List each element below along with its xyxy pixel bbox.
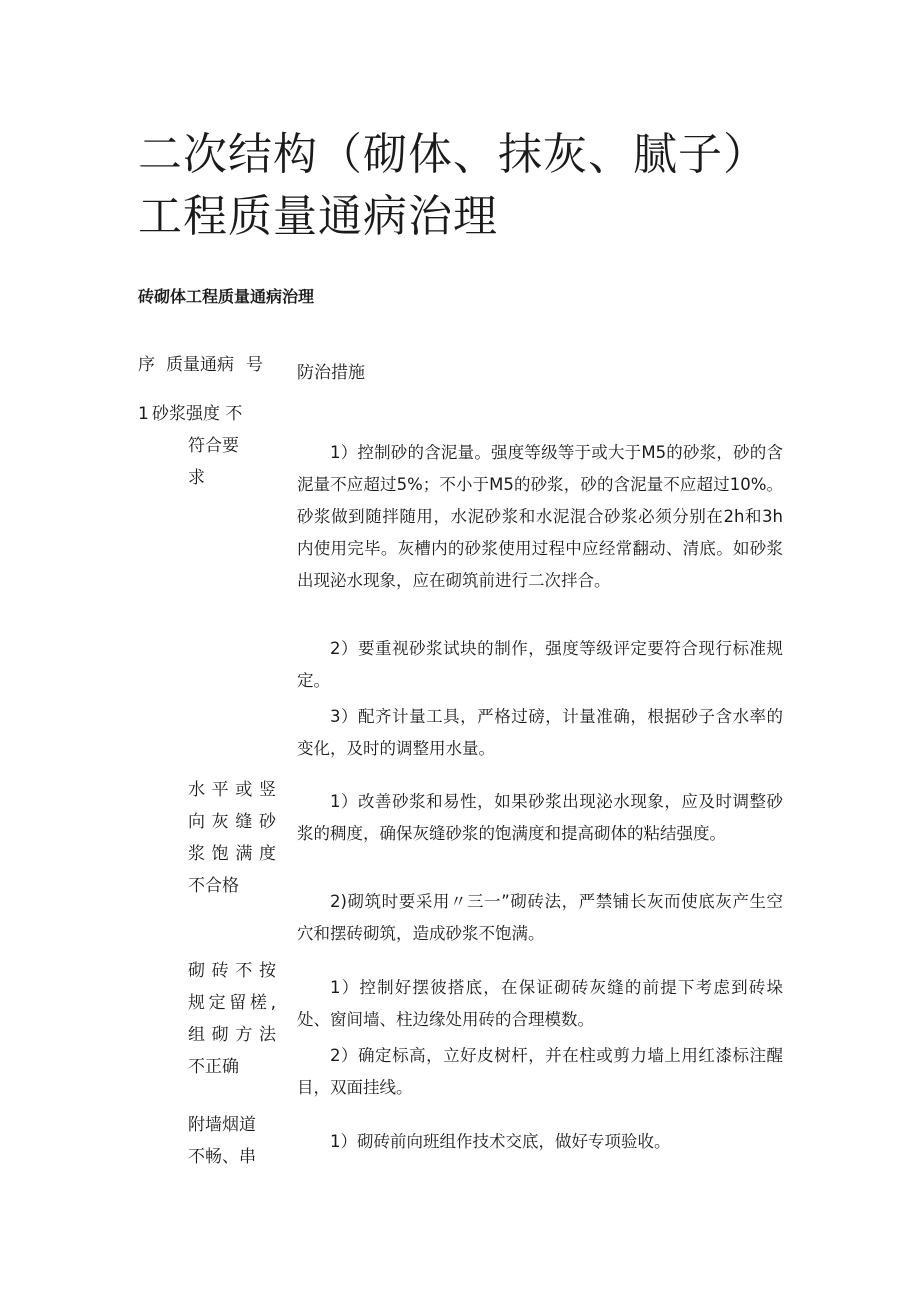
problem-label-line: 砂浆强度 不 [152,404,243,424]
problem-label-line: 不正确 [188,1057,239,1077]
measure-paragraph: 1）控制好摆彼搭底，在保证砌砖灰缝的前提下考虑到砖垛处、窗间墙、柱边缘处用砖的合理模数。 [297,978,783,1029]
header-problem: 质量通病 [166,355,234,375]
problem-label-line: 不合格 [188,876,239,896]
problem-label-line: 砌砖不按 [188,961,276,981]
measure-paragraph: 3）配齐计量工具，严格过磅，计量准确，根据砂子含水率的变化，及时的调整用水量。 [297,707,783,758]
section-subtitle: 砖砌体工程质量通病治理 [138,287,315,306]
row-number: 1 [138,404,149,424]
measure-paragraph: 2）要重视砂浆试块的制作，强度等级评定要符合现行标准规定。 [297,639,783,690]
header-seq: 序 [138,355,155,375]
problem-label-line: 规定留槎, [188,993,276,1013]
problem-label-line: 水平或竖 [188,780,276,800]
measure-paragraph: 2）确定标高，立好皮树杆，并在柱或剪力墙上用红漆标注醒目，双面挂线。 [297,1046,783,1097]
problem-label-line: 向灰缝砂 [188,812,276,832]
header-measures: 防治措施 [297,363,365,383]
measure-paragraph: 1）改善砂浆和易性，如果砂浆出现泌水现象，应及时调整砂浆的稠度，确保灰缝砂浆的饱满度和提高砌体的粘结强度。 [297,792,783,843]
problem-label-line: 求 [188,468,205,488]
measure-paragraph: 1）砌砖前向班组作技术交底，做好专项验收。 [330,1132,671,1151]
document-title: 二次结构（砌体、抹灰、腻子）工程质量通病治理 [138,129,768,242]
problem-label-line: 附墙烟道 [188,1115,256,1135]
header-no: 号 [246,355,263,375]
problem-label-line: 不畅、串 [188,1147,256,1167]
measure-paragraph: 1）控制砂的含泥量。强度等级等于或大于M5的砂浆，砂的含泥量不应超过5%；不小于M5的砂浆，砂的含泥量不应超过10%。砂浆做到随拌随用，水泥砂浆和水泥混合砂浆必须分别在2h和3h内使用完毕。灰槽内的砂浆使用过程中应经常翻动、清底。如砂浆出现泌水现象，应在砌筑前进行二次拌合。 [297,443,783,590]
problem-label-line: 浆饱满度 [188,844,276,864]
problem-label-line: 组砌方法 [188,1025,276,1045]
problem-label-line: 符合要 [188,436,239,456]
measure-paragraph: 2)砌筑时要采用〃三一”砌砖法，严禁铺长灰而使底灰产生空穴和摆砖砌筑，造成砂浆不饱满。 [297,892,783,943]
